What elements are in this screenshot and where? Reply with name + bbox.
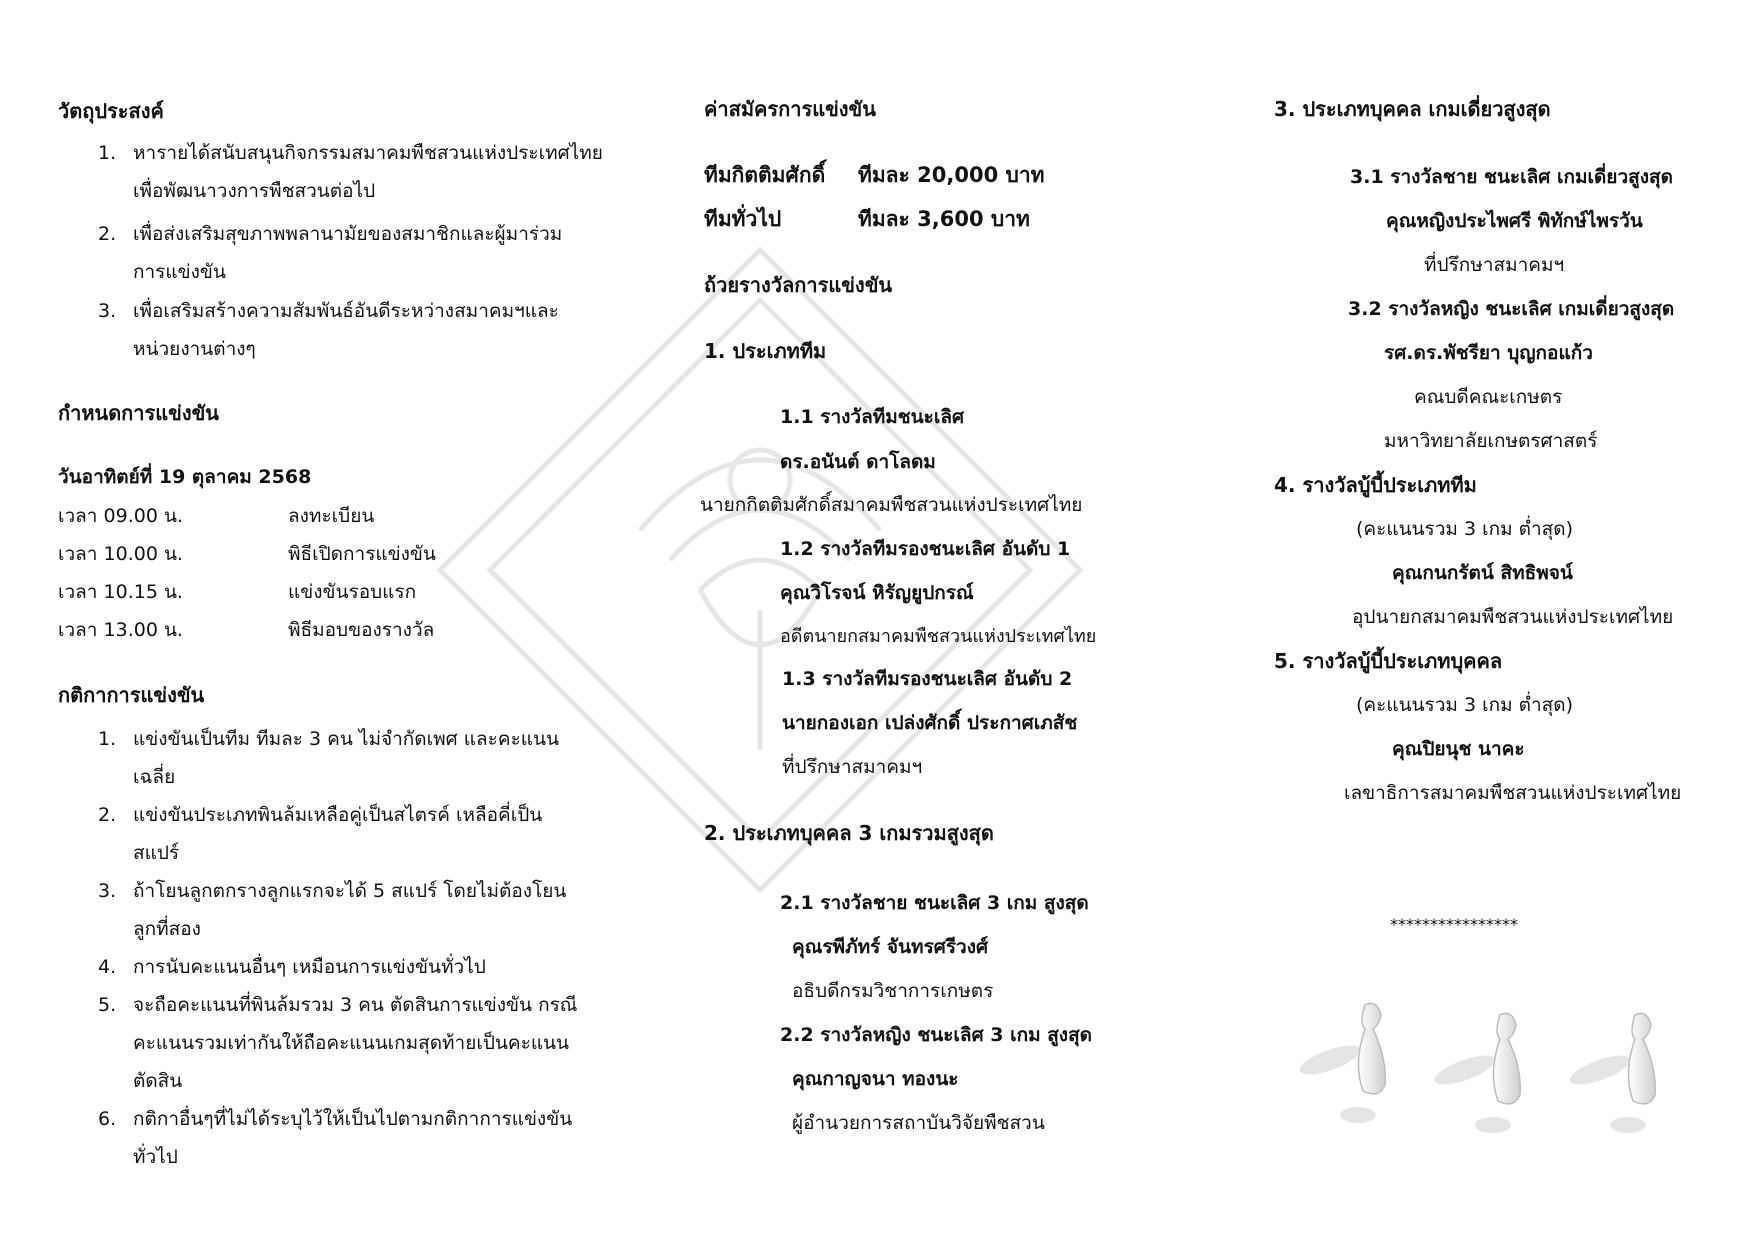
fee-type: ทีมทั่วไป — [704, 207, 782, 231]
booby-individual-note: (คะแนนรวม 3 เกม ต่ำสุด) — [1356, 694, 1574, 716]
award-winner-position: นายกกิตติมศักดิ์สมาคมพืชสวนแห่งประเทศไทย — [700, 494, 1083, 516]
fees-heading: ค่าสมัครการแข่งขัน — [704, 97, 876, 121]
award-winner-position: เลขาธิการสมาคมพืชสวนแห่งประเทศไทย — [1344, 782, 1682, 804]
rule-line: ลูกที่สอง — [133, 918, 201, 940]
objective-line: หารายได้สนับสนุนกิจกรรมสมาคมพืชสวนแห่งประเทศไทย — [133, 142, 603, 164]
booby-individual-heading: 5. รางวัลบู้บี้ประเภทบุคคล — [1274, 649, 1503, 673]
objective-num: 3. — [98, 300, 117, 322]
award-winner-position: ที่ปรึกษาสมาคมฯ — [1424, 254, 1565, 276]
schedule-heading: กำหนดการแข่งขัน — [58, 401, 219, 425]
fee-amount: ทีมละ 20,000 บาท — [858, 163, 1045, 187]
rule-line: ตัดสิน — [133, 1070, 183, 1092]
rule-num: 1. — [98, 728, 117, 750]
rule-line: ทั่วไป — [133, 1146, 178, 1168]
award-winner-position: คณบดีคณะเกษตร — [1414, 386, 1563, 408]
objective-line: เพื่อส่งเสริมสุขภาพพลานามัยของสมาชิกและผู้มาร่วม — [133, 223, 563, 245]
award-winner-name: คุณกาญจนา ทองนะ — [792, 1068, 959, 1090]
rule-line: แข่งขันประเภทพินล้มเหลือคู่เป็นสไตรค์ เหลือคี่เป็น — [133, 804, 543, 826]
objective-line: การแข่งขัน — [133, 261, 226, 283]
rule-num: 2. — [98, 804, 117, 826]
schedule-event: ลงทะเบียน — [288, 505, 375, 527]
schedule-event: แข่งขันรอบแรก — [288, 581, 417, 603]
divider-stars: **************** — [1390, 915, 1518, 934]
award-winner-position: ผู้อำนวยการสถาบันวิจัยพืชสวน — [792, 1112, 1045, 1134]
award-winner-position: อุปนายกสมาคมพืชสวนแห่งประเทศไทย — [1352, 606, 1674, 628]
schedule-time: เวลา 10.00 น. — [58, 543, 183, 565]
rule-num: 5. — [98, 994, 117, 1016]
rule-line: ถ้าโยนลูกตกรางลูกแรกจะได้ 5 สแปร์ โดยไม่ต้องโยน — [133, 880, 567, 902]
award-winner-position: มหาวิทยาลัยเกษตรศาสตร์ — [1384, 430, 1598, 452]
award-winner-position: อธิบดีกรมวิชาการเกษตร — [792, 980, 994, 1002]
schedule-time: เวลา 10.15 น. — [58, 581, 183, 603]
rule-line: กติกาอื่นๆที่ไม่ได้ระบุไว้ให้เป็นไปตามกติกาการแข่งขัน — [133, 1108, 573, 1130]
award-winner-position: ที่ปรึกษาสมาคมฯ — [782, 756, 923, 778]
objectives-heading: วัตถุประสงค์ — [58, 99, 164, 123]
rule-line: การนับคะแนนอื่นๆ เหมือนการแข่งขันทั่วไป — [133, 956, 486, 978]
rule-line: สแปร์ — [133, 842, 180, 864]
objective-line: เพื่อเสริมสร้างความสัมพันธ์อันดีระหว่างสมาคมฯและ — [133, 300, 559, 322]
schedule-date: วันอาทิตย์ที่ 19 ตุลาคม 2568 — [58, 466, 312, 488]
award-winner-name: คุณวิโรจน์ หิรัญยูปกรณ์ — [780, 582, 974, 604]
rule-num: 4. — [98, 956, 117, 978]
schedule-event: พิธีมอบของรางวัล — [288, 619, 435, 641]
objective-line: หน่วยงานต่างๆ — [133, 338, 256, 360]
rules-heading: กติกาการแข่งขัน — [58, 683, 205, 707]
booby-team-note: (คะแนนรวม 3 เกม ต่ำสุด) — [1356, 518, 1574, 540]
award-winner-position: อดีตนายกสมาคมพืชสวนแห่งประเทศไทย — [780, 626, 1097, 647]
fee-type: ทีมกิตติมศักดิ์ — [704, 163, 826, 187]
award-winner-name: ดร.อนันต์ ดาโลดม — [780, 451, 936, 473]
rule-num: 3. — [98, 880, 117, 902]
rule-num: 6. — [98, 1108, 117, 1130]
award-title: 1.1 รางวัลทีมชนะเลิศ — [780, 406, 965, 428]
award-winner-name: นายกองเอก เปล่งศักดิ์ ประกาศเภสัช — [782, 712, 1078, 734]
booby-team-heading: 4. รางวัลบู้บี้ประเภททีม — [1274, 473, 1477, 497]
award-winner-name: คุณหญิงประไพศรี พิทักษ์ไพรวัน — [1386, 210, 1643, 232]
award-title: 2.2 รางวัลหญิง ชนะเลิศ 3 เกม สูงสุด — [780, 1024, 1093, 1046]
rule-line: จะถือคะแนนที่พินล้มรวม 3 คน ตัดสินการแข่งขัน กรณี — [133, 994, 578, 1016]
bowling-pins-icon — [1290, 995, 1690, 1145]
team-category-heading: 1. ประเภททีม — [704, 339, 827, 363]
rule-line: คะแนนรวมเท่ากันให้ถือคะแนนเกมสุดท้ายเป็นคะแนน — [133, 1032, 570, 1054]
award-winner-name: คุณรพีภัทร์ จันทรศรีวงศ์ — [792, 936, 989, 958]
award-winner-name: คุณปิยนุช นาคะ — [1392, 738, 1525, 760]
objective-line: เพื่อพัฒนาวงการพืชสวนต่อไป — [133, 180, 376, 202]
objective-num: 1. — [98, 142, 117, 164]
award-winner-name: รศ.ดร.พัชรียา บุญกอแก้ว — [1384, 342, 1593, 364]
rule-line: แข่งขันเป็นทีม ทีมละ 3 คน ไม่จำกัดเพศ และคะแนน — [133, 728, 559, 750]
trophies-heading: ถ้วยรางวัลการแข่งขัน — [704, 273, 893, 297]
fee-amount: ทีมละ 3,600 บาท — [858, 207, 1030, 231]
objective-num: 2. — [98, 223, 117, 245]
award-winner-name: คุณกนกรัตน์ สิทธิพจน์ — [1392, 562, 1573, 584]
schedule-time: เวลา 09.00 น. — [58, 505, 183, 527]
rule-line: เฉลี่ย — [133, 766, 176, 788]
award-title: 1.2 รางวัลทีมรองชนะเลิศ อันดับ 1 — [780, 538, 1071, 560]
award-title: 2.1 รางวัลชาย ชนะเลิศ 3 เกม สูงสุด — [780, 892, 1089, 914]
award-title: 3.2 รางวัลหญิง ชนะเลิศ เกมเดี่ยวสูงสุด — [1348, 298, 1675, 320]
single-game-category-heading: 3. ประเภทบุคคล เกมเดี่ยวสูงสุด — [1274, 97, 1551, 121]
individual3-category-heading: 2. ประเภทบุคคล 3 เกมรวมสูงสุด — [704, 821, 994, 845]
schedule-event: พิธีเปิดการแข่งขัน — [288, 543, 436, 565]
award-title: 3.1 รางวัลชาย ชนะเลิศ เกมเดี่ยวสูงสุด — [1350, 166, 1673, 188]
schedule-time: เวลา 13.00 น. — [58, 619, 183, 641]
award-title: 1.3 รางวัลทีมรองชนะเลิศ อันดับ 2 — [782, 668, 1073, 690]
